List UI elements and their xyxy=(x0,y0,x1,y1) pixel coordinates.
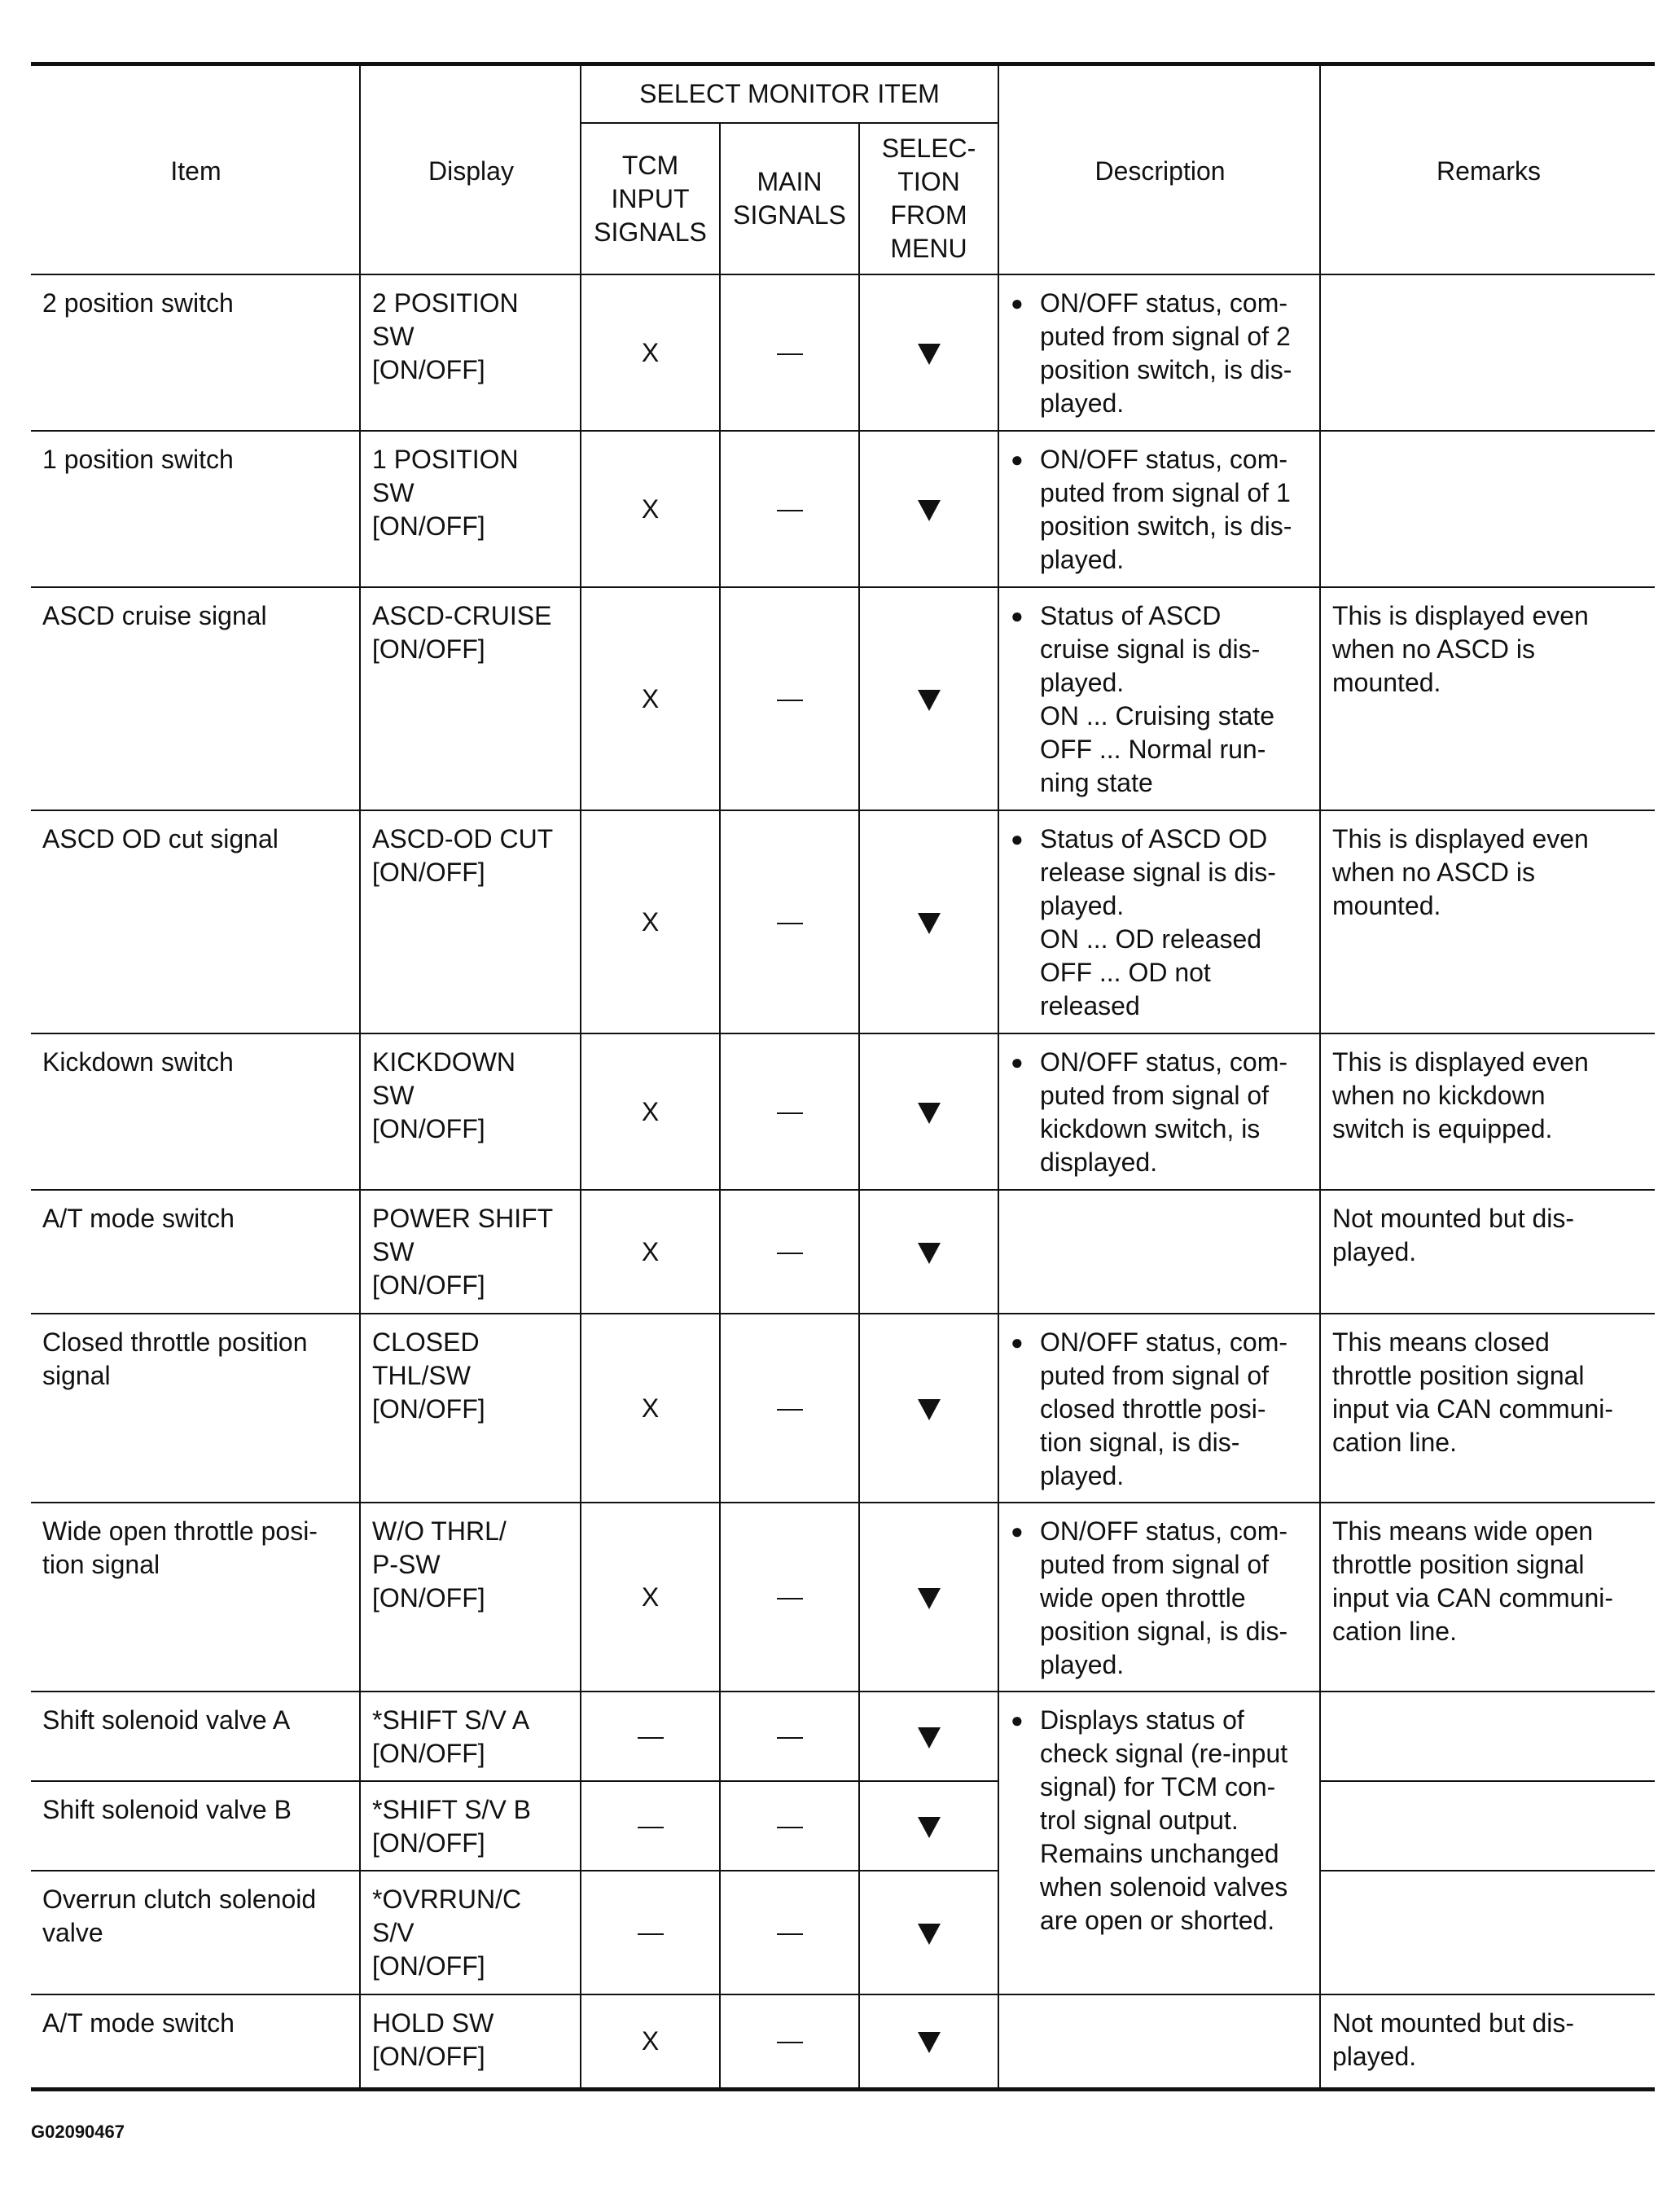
x-mark: X xyxy=(641,337,660,367)
display-cell: ASCD-CRUISE [ON/OFF] xyxy=(360,587,581,810)
select-cell xyxy=(859,1314,998,1503)
down-triangle-icon xyxy=(918,1727,941,1749)
select-cell xyxy=(859,431,998,587)
description-cell xyxy=(998,1503,1320,1692)
select-cell xyxy=(859,1033,998,1190)
x-mark: X xyxy=(641,1393,660,1423)
description-bullet xyxy=(1011,1046,1309,1179)
item-cell: Shift solenoid valve B xyxy=(31,1781,360,1871)
dash-mark xyxy=(777,1737,803,1739)
dash-mark xyxy=(777,1827,803,1828)
main-cell xyxy=(720,810,859,1033)
remarks-cell: Not mounted but dis- played. xyxy=(1320,1994,1655,2089)
select-cell xyxy=(859,1503,998,1692)
display-cell: *SHIFT S/V A [ON/OFF] xyxy=(360,1692,581,1781)
header-item: Item xyxy=(31,64,360,275)
header-display: Display xyxy=(360,64,581,275)
main-cell xyxy=(720,274,859,431)
down-triangle-icon xyxy=(918,913,941,934)
item-cell: ASCD cruise signal xyxy=(31,587,360,810)
tcm-cell xyxy=(581,1871,720,1994)
item-cell: Shift solenoid valve A xyxy=(31,1692,360,1781)
bullet-icon: ● xyxy=(1011,291,1024,315)
down-triangle-icon xyxy=(918,1924,941,1945)
tcm-cell xyxy=(581,810,720,1033)
bullet-icon: ● xyxy=(1011,827,1024,851)
display-cell: 2 POSITION SW [ON/OFF] xyxy=(360,274,581,431)
description-text: Status of ASCD OD release signal is dis- played. ON ... OD released OFF ... OD not released xyxy=(1040,824,1276,1020)
select-cell xyxy=(859,1871,998,1994)
description-text: ON/OFF status, com- puted from signal of kickdown switch, is displayed. xyxy=(1040,1047,1288,1177)
table-row xyxy=(31,1033,1655,1190)
description-text: ON/OFF status, com- puted from signal of wide open throttle position signal, is dis- played. xyxy=(1040,1516,1288,1679)
tcm-cell xyxy=(581,1781,720,1871)
remarks-cell: Not mounted but dis- played. xyxy=(1320,1190,1655,1314)
table-row xyxy=(31,1781,1655,1871)
tcm-cell xyxy=(581,1190,720,1314)
description-cell xyxy=(998,587,1320,810)
down-triangle-icon xyxy=(918,1399,941,1420)
down-triangle-icon xyxy=(918,1817,941,1838)
display-cell: POWER SHIFT SW [ON/OFF] xyxy=(360,1190,581,1314)
remarks-cell: This is displayed even when no ASCD is mounted. xyxy=(1320,587,1655,810)
description-text: ON/OFF status, com- puted from signal of 1 position switch, is dis- played. xyxy=(1040,445,1292,574)
select-cell xyxy=(859,1692,998,1781)
monitor-item-table xyxy=(31,62,1655,2091)
item-cell: Wide open throttle posi- tion signal xyxy=(31,1503,360,1692)
dash-mark xyxy=(638,1933,664,1935)
dash-mark xyxy=(777,700,803,701)
header-remarks: Remarks xyxy=(1320,64,1655,275)
header-main-signals: MAIN SIGNALS xyxy=(720,123,859,274)
remarks-cell: This means closed throttle position signal input via CAN communi- cation line. xyxy=(1320,1314,1655,1503)
x-mark: X xyxy=(641,494,660,524)
item-cell: 2 position switch xyxy=(31,274,360,431)
main-cell xyxy=(720,1190,859,1314)
down-triangle-icon xyxy=(918,344,941,365)
tcm-cell xyxy=(581,274,720,431)
x-mark: X xyxy=(641,2025,660,2056)
display-cell: ASCD-OD CUT [ON/OFF] xyxy=(360,810,581,1033)
description-cell xyxy=(998,431,1320,587)
select-cell xyxy=(859,1994,998,2089)
description-text: Status of ASCD cruise signal is dis- played. ON ... Cruising state OFF ... Normal run- ning state xyxy=(1040,601,1275,797)
item-cell: Overrun clutch solenoid valve xyxy=(31,1871,360,1994)
dash-mark xyxy=(777,2042,803,2043)
table-row xyxy=(31,1994,1655,2089)
select-cell xyxy=(859,1190,998,1314)
bullet-icon: ● xyxy=(1011,1519,1024,1543)
tcm-cell xyxy=(581,1314,720,1503)
select-cell xyxy=(859,810,998,1033)
description-bullet xyxy=(1011,599,1309,800)
description-cell xyxy=(998,810,1320,1033)
down-triangle-icon xyxy=(918,1588,941,1609)
description-bullet xyxy=(1011,287,1309,420)
description-bullet xyxy=(1011,1326,1309,1493)
main-cell xyxy=(720,431,859,587)
bullet-icon: ● xyxy=(1011,447,1024,472)
table-row xyxy=(31,1503,1655,1692)
table-row xyxy=(31,1190,1655,1314)
main-cell xyxy=(720,1781,859,1871)
main-cell xyxy=(720,1994,859,2089)
dash-mark xyxy=(777,353,803,355)
tcm-cell xyxy=(581,431,720,587)
dash-mark xyxy=(777,923,803,924)
down-triangle-icon xyxy=(918,690,941,711)
description-cell xyxy=(998,1033,1320,1190)
item-cell: Kickdown switch xyxy=(31,1033,360,1190)
header-description: Description xyxy=(998,64,1320,275)
bullet-icon: ● xyxy=(1011,603,1024,628)
remarks-cell xyxy=(1320,431,1655,587)
display-cell: W/O THRL/ P-SW [ON/OFF] xyxy=(360,1503,581,1692)
tcm-cell xyxy=(581,1692,720,1781)
remarks-cell xyxy=(1320,274,1655,431)
dash-mark xyxy=(638,1737,664,1739)
figure-code: G02090467 xyxy=(31,2122,125,2142)
down-triangle-icon xyxy=(918,1103,941,1124)
item-cell: ASCD OD cut signal xyxy=(31,810,360,1033)
tcm-cell xyxy=(581,1503,720,1692)
x-mark: X xyxy=(641,1096,660,1126)
tcm-cell xyxy=(581,1994,720,2089)
table-row xyxy=(31,1692,1655,1781)
dash-mark xyxy=(777,1933,803,1935)
display-cell: *OVRRUN/C S/V [ON/OFF] xyxy=(360,1871,581,1994)
table-row xyxy=(31,1314,1655,1503)
table-row xyxy=(31,1871,1655,1994)
description-cell xyxy=(998,1190,1320,1314)
main-cell xyxy=(720,587,859,810)
dash-mark xyxy=(777,1112,803,1114)
description-bullet xyxy=(1011,443,1309,577)
down-triangle-icon xyxy=(918,1243,941,1264)
bullet-icon: ● xyxy=(1011,1050,1024,1074)
description-bullet xyxy=(1011,1704,1309,1937)
header-select-monitor-item: SELECT MONITOR ITEM xyxy=(581,64,998,124)
x-mark: X xyxy=(641,1582,660,1612)
bullet-icon: ● xyxy=(1011,1708,1024,1732)
x-mark: X xyxy=(641,1236,660,1266)
dash-mark xyxy=(777,1598,803,1599)
main-cell xyxy=(720,1503,859,1692)
display-cell: 1 POSITION SW [ON/OFF] xyxy=(360,431,581,587)
main-cell xyxy=(720,1314,859,1503)
display-cell: *SHIFT S/V B [ON/OFF] xyxy=(360,1781,581,1871)
description-cell xyxy=(998,1692,1320,1994)
display-cell: KICKDOWN SW [ON/OFF] xyxy=(360,1033,581,1190)
x-mark: X xyxy=(641,906,660,937)
remarks-cell: This means wide open throttle position signal input via CAN communi- cation line. xyxy=(1320,1503,1655,1692)
description-text: Displays status of check signal (re-input signal) for TCM con- trol signal output. Remains unchanged when solenoid valves are open or shorted. xyxy=(1040,1705,1288,1935)
dash-mark xyxy=(638,1827,664,1828)
dash-mark xyxy=(777,1409,803,1411)
table-row xyxy=(31,274,1655,431)
description-cell xyxy=(998,1994,1320,2089)
item-cell: 1 position switch xyxy=(31,431,360,587)
table-row xyxy=(31,431,1655,587)
header-tcm-input-signals: TCM INPUT SIGNALS xyxy=(581,123,720,274)
down-triangle-icon xyxy=(918,500,941,521)
x-mark: X xyxy=(641,683,660,713)
description-cell xyxy=(998,1314,1320,1503)
description-bullet xyxy=(1011,823,1309,1023)
remarks-cell xyxy=(1320,1871,1655,1994)
description-text: ON/OFF status, com- puted from signal of closed throttle posi- tion signal, is dis- played. xyxy=(1040,1327,1288,1490)
remarks-cell: This is displayed even when no ASCD is mounted. xyxy=(1320,810,1655,1033)
description-bullet xyxy=(1011,1515,1309,1682)
down-triangle-icon xyxy=(918,2032,941,2053)
description-cell xyxy=(998,274,1320,431)
main-cell xyxy=(720,1033,859,1190)
tcm-cell xyxy=(581,587,720,810)
header-selection-from-menu: SELEC- TION FROM MENU xyxy=(859,123,998,274)
dash-mark xyxy=(777,1253,803,1254)
table-row xyxy=(31,810,1655,1033)
remarks-cell: This is displayed even when no kickdown switch is equipped. xyxy=(1320,1033,1655,1190)
bullet-icon: ● xyxy=(1011,1330,1024,1354)
select-cell xyxy=(859,274,998,431)
description-text: ON/OFF status, com- puted from signal of 2 position switch, is dis- played. xyxy=(1040,288,1292,418)
main-cell xyxy=(720,1692,859,1781)
remarks-cell xyxy=(1320,1692,1655,1781)
table-row xyxy=(31,587,1655,810)
select-cell xyxy=(859,587,998,810)
tcm-cell xyxy=(581,1033,720,1190)
select-cell xyxy=(859,1781,998,1871)
item-cell: A/T mode switch xyxy=(31,1994,360,2089)
display-cell: CLOSED THL/SW [ON/OFF] xyxy=(360,1314,581,1503)
remarks-cell xyxy=(1320,1781,1655,1871)
main-cell xyxy=(720,1871,859,1994)
item-cell: Closed throttle position signal xyxy=(31,1314,360,1503)
dash-mark xyxy=(777,510,803,511)
display-cell: HOLD SW [ON/OFF] xyxy=(360,1994,581,2089)
item-cell: A/T mode switch xyxy=(31,1190,360,1314)
